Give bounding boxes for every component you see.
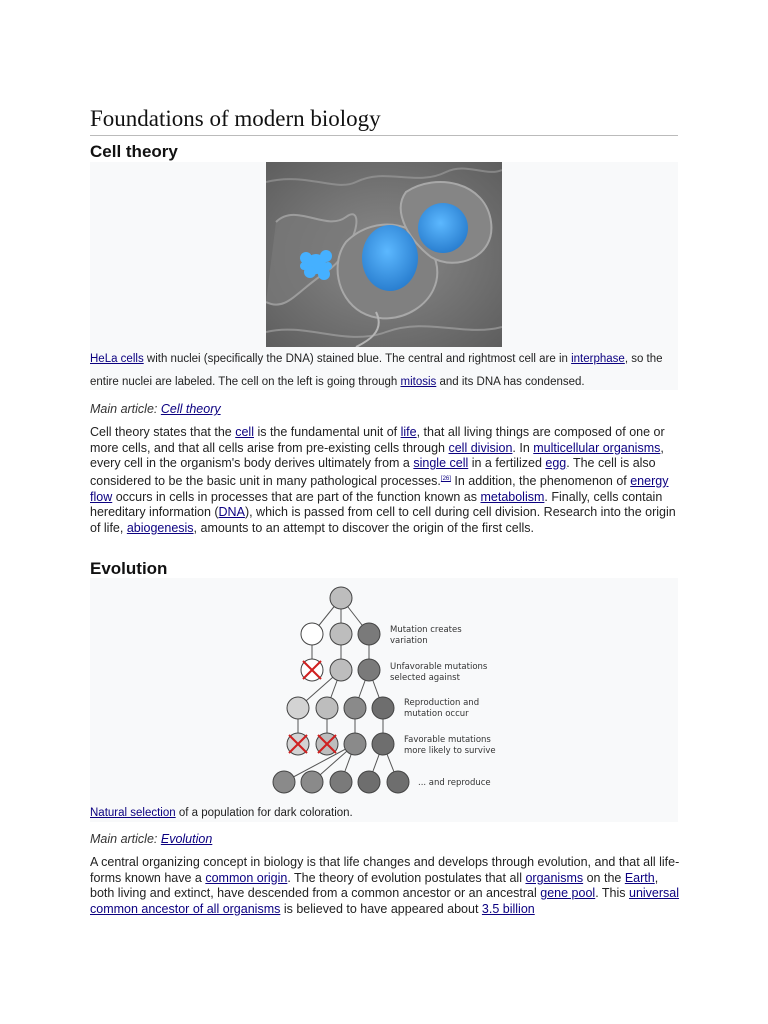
- link-common-origin[interactable]: common origin: [205, 870, 288, 885]
- link-natural-selection[interactable]: Natural selection: [90, 807, 176, 819]
- diagram-label: Mutation creates: [390, 625, 462, 635]
- diagram-label: Reproduction and: [404, 698, 480, 708]
- link-interphase[interactable]: interphase: [571, 353, 625, 365]
- link-energy-flow[interactable]: energy flow: [90, 473, 669, 504]
- link-multicellular-organisms[interactable]: multicellular organisms: [533, 440, 661, 455]
- link-main-article-cell-theory[interactable]: Cell theory: [160, 402, 221, 416]
- link-gene-pool[interactable]: gene pool: [540, 886, 596, 901]
- diagram-label: Favorable mutations: [404, 735, 491, 745]
- link-single-cell[interactable]: single cell: [413, 456, 469, 471]
- figure-caption: HeLa cells with nuclei (specifically the DNA) stained blue. The central and rightmost cell are in interphase, so the entire nuclei are labeled. The cell on the left is going through mitosis and its DNA has condensed.: [90, 353, 663, 388]
- link-abiogenesis[interactable]: abiogenesis: [126, 520, 194, 535]
- link-main-article-evolution[interactable]: Evolution: [160, 832, 213, 846]
- link-life[interactable]: life: [400, 425, 417, 439]
- paragraph-evolution: A central organizing concept in biology is that life changes and develops through evolution, and that all life-forms known have a common origin. The theory of evolution postulates that all organisms on the Earth, both living and extinct, have descended from a common ancestor or an ancestral gene pool. This universal common ancestor of all organisms is believed to have appeared about 3.5 billion: [90, 855, 680, 916]
- link-dna[interactable]: DNA: [218, 505, 245, 520]
- main-article-note: Main article: Evolution: [90, 832, 213, 846]
- citation-26[interactable]: [26]: [440, 475, 451, 482]
- paragraph-cell-theory: Cell theory states that the cell is the fundamental unit of life, that all living things are composed of one or more cells, and that all cells arise from pre-existing cells through cell division. In multicellular organisms, every cell in the organism's body derives ultimately from a single cell in a fertilized egg. The cell is also considered to be the basic unit in many pathological processes.[26] In addition, the phenomenon of energy flow occurs in cells in processes that are part of the function known as metabolism. Finally, cells contain hereditary information (DNA), which is passed from cell to cell during cell division. Research into the origin of life, abiogenesis, amounts to an attempt to discover the origin of the first cells.: [90, 425, 676, 535]
- link-egg[interactable]: egg: [545, 456, 567, 471]
- natural-selection-diagram[interactable]: [270, 580, 500, 802]
- link-metabolism[interactable]: metabolism: [480, 489, 545, 504]
- figure-hela-cells: [90, 162, 678, 390]
- link-hela-cells[interactable]: HeLa cells: [90, 353, 144, 365]
- diagram-label: selected against: [390, 673, 460, 683]
- figure-caption: Natural selection of a population for dark coloration.: [90, 807, 353, 819]
- section-heading-cell-theory: Cell theory: [90, 142, 178, 161]
- diagram-label: Unfavorable mutations: [390, 662, 488, 672]
- link-organisms[interactable]: organisms: [525, 870, 584, 885]
- figure-natural-selection: [90, 578, 678, 822]
- link-universal-common-ancestor[interactable]: universal common ancestor of all organisms: [90, 886, 680, 916]
- link-earth[interactable]: Earth: [624, 870, 655, 885]
- link-3-5-billion[interactable]: 3.5 billion: [481, 901, 535, 916]
- diagram-label: more likely to survive: [404, 746, 496, 756]
- link-cell-division[interactable]: cell division: [448, 440, 513, 455]
- main-article-note: Main article: Cell theory: [90, 402, 221, 416]
- link-mitosis[interactable]: mitosis: [400, 376, 437, 388]
- diagram-label: variation: [390, 636, 428, 646]
- diagram-label: ... and reproduce: [418, 778, 491, 788]
- diagram-label: mutation occur: [404, 709, 469, 719]
- hela-cells-image[interactable]: [266, 162, 502, 347]
- link-cell[interactable]: cell: [235, 425, 254, 439]
- page-title: Foundations of modern biology: [90, 106, 678, 136]
- section-heading-evolution: Evolution: [90, 559, 168, 578]
